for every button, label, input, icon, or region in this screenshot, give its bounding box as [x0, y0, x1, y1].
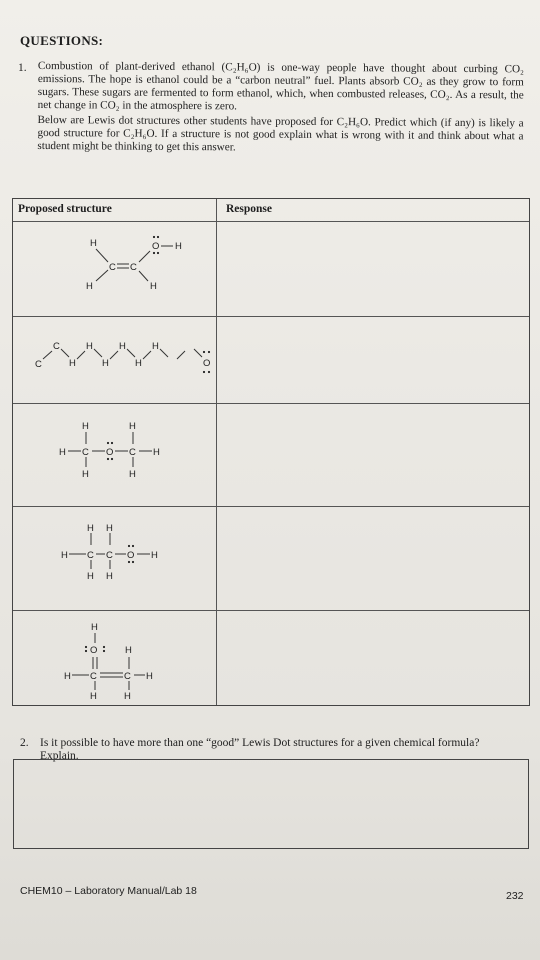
table-row-divider [13, 506, 529, 507]
atom-label: C [82, 447, 89, 458]
table-row-divider [13, 403, 529, 404]
question2-answer-box[interactable] [13, 759, 529, 849]
atom-label: C [124, 671, 131, 682]
atom-label: H [152, 341, 159, 352]
atom-label: H [106, 571, 113, 582]
atom-label: C [53, 341, 60, 352]
atom-label: O [106, 447, 114, 458]
structure-3-diagram [53, 414, 193, 494]
structure-1-diagram [53, 229, 193, 299]
atom-label: C [130, 262, 137, 273]
atom-label: H [91, 622, 98, 633]
atom-label: H [153, 447, 160, 458]
atom-label: H [64, 671, 71, 682]
structures-table [12, 198, 530, 706]
atom-label: H [102, 358, 109, 369]
atom-label: H [82, 421, 89, 432]
atom-label: H [125, 645, 132, 656]
footer-label: CHEM10 – Laboratory Manual/Lab 18 [20, 885, 197, 897]
atom-label: H [59, 447, 66, 458]
atom-label: C [90, 671, 97, 682]
atom-label: C [109, 262, 116, 273]
page-number: 232 [506, 890, 524, 902]
atom-label: H [150, 281, 157, 292]
structure-5-diagram [53, 617, 203, 702]
question2-number: 2. [20, 737, 29, 749]
atom-label: H [119, 341, 126, 352]
table-row-divider [13, 316, 529, 317]
response-header: Response [226, 203, 273, 215]
atom-label: H [151, 550, 158, 561]
table-row-divider [13, 610, 529, 611]
atom-label: H [87, 523, 94, 534]
structure-4-diagram [53, 519, 203, 599]
atom-label: C [129, 447, 136, 458]
question1-number: 1. [18, 62, 27, 74]
atom-label: O [152, 241, 160, 252]
question1-paragraph1: Combustion of plant-derived ethanol (C₂H₆O) is one-way people have thought about curbing CO₂ emissions. The hope is ethanol could be a “carbon neutral” fuel. Plants absorb CO₂ as they grow to form sugars. These sugars are fermented to form ethanol, which, when combusted releases, CO₂. As a result, the net change in CO₂ in the atmosphere is zero. [37, 60, 524, 113]
atom-label: H [175, 241, 182, 252]
atom-label: C [35, 359, 42, 370]
atom-label: H [86, 281, 93, 292]
question1-paragraph2: Below are Lewis dot structures other students have proposed for C₂H₆O. Predict which (if any) is likely a good structure for C₂H₆O. If a structure is not good explain what is wrong with it and think about what a student might be thinking to get this answer. [37, 113, 524, 154]
table-column-divider [216, 199, 217, 705]
atom-label: H [90, 238, 97, 249]
atom-label: H [86, 341, 93, 352]
atom-label: H [129, 421, 136, 432]
atom-label: H [124, 691, 131, 702]
atom-label: C [87, 550, 94, 561]
atom-label: H [69, 358, 76, 369]
atom-label: H [87, 571, 94, 582]
atom-label: H [146, 671, 153, 682]
atom-label: H [135, 358, 142, 369]
atom-label: H [61, 550, 68, 561]
structure-2-diagram [19, 329, 219, 394]
atom-label: H [129, 469, 136, 480]
atom-label: O [90, 645, 98, 656]
atom-label: O [127, 550, 135, 561]
atom-label: H [82, 469, 89, 480]
atom-label: H [90, 691, 97, 702]
question2-text: Is it possible to have more than one “good” Lewis Dot structures for a given chemical formula? Explain. [40, 737, 480, 762]
questions-heading: QUESTIONS: [20, 33, 104, 48]
atom-label: C [106, 550, 113, 561]
question1-text [37, 60, 524, 158]
atom-label: O [203, 358, 211, 369]
proposed-structure-header: Proposed structure [18, 203, 112, 215]
atom-label: H [106, 523, 113, 534]
table-header-divider [13, 221, 529, 222]
